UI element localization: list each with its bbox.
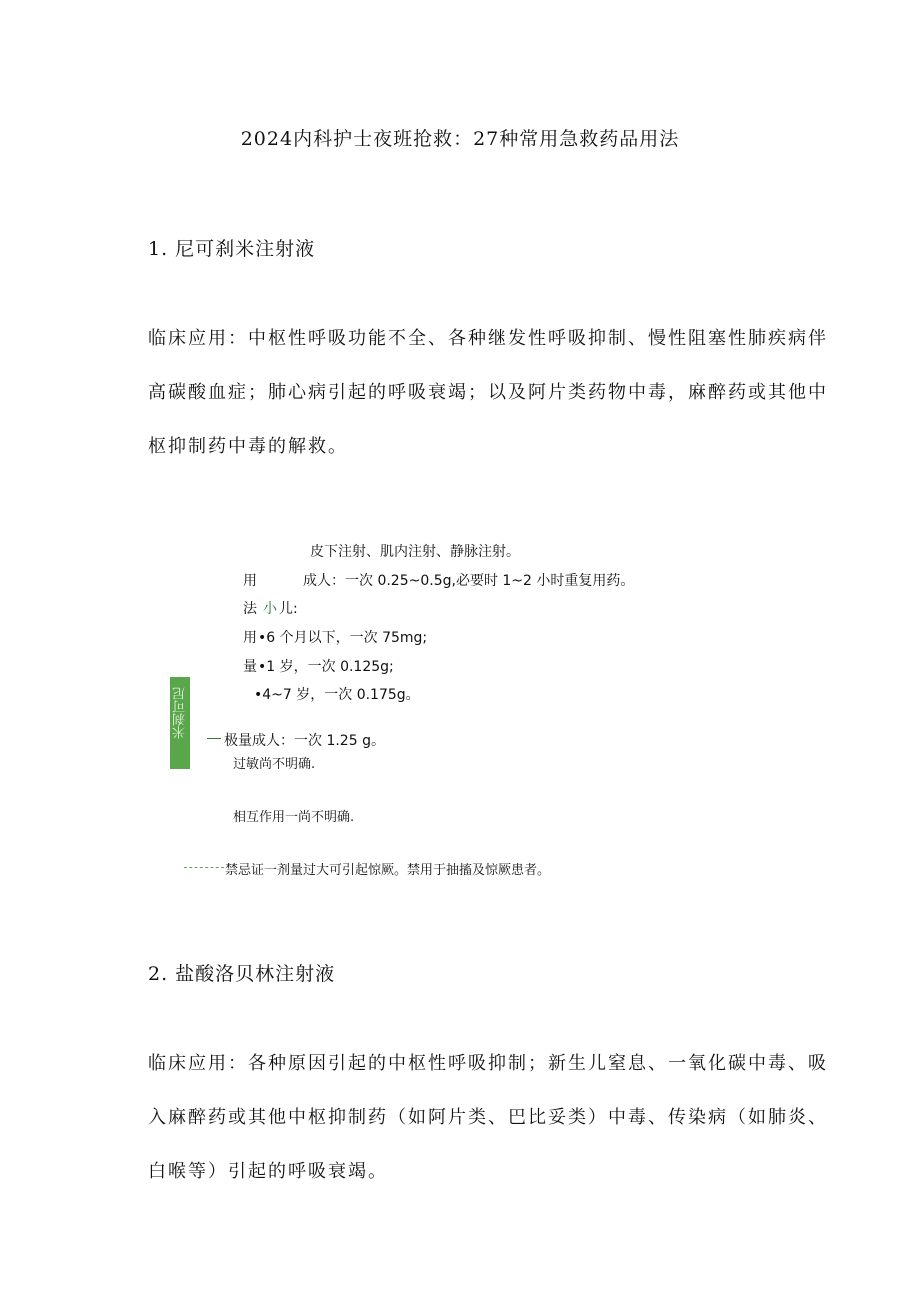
usage-label-char: 法	[243, 601, 257, 617]
contraindication-dash	[184, 867, 224, 868]
usage-label-char: 用	[243, 630, 257, 646]
clinical-line: 白喉等）引起的呼吸衰竭。	[148, 1161, 388, 1182]
usage-child-prefix: 小	[263, 601, 277, 617]
clinical-line: 临床应用：中枢性呼吸功能不全、各种继发性呼吸抑制、慢性阻塞性肺疾病伴	[148, 328, 828, 349]
usage-child-dose-1: •6 个月以下，一次 75mg;	[258, 630, 428, 646]
usage-child-dose-2: •1 岁，一次 0.125g;	[258, 659, 394, 675]
clinical-line: 高碳酸血症；肺心病引起的呼吸衰竭；以及阿片类药物中毒，麻醉药或其他中	[148, 382, 828, 403]
drug-1-heading: 1. 尼可刹米注射液	[148, 238, 316, 260]
usage-child-label: 儿:	[279, 601, 298, 617]
document-title: 2024内科护士夜班抢救：27种常用急救药品用法	[240, 128, 680, 150]
side-label-text: 米刹可尼	[173, 687, 188, 739]
usage-adult-dose: 成人：一次 0.25~0.5g,必要时 1~2 小时重复用药。	[303, 573, 635, 589]
max-dose-dash	[207, 738, 221, 739]
clinical-line: 临床应用：各种原因引起的中枢性呼吸抑制；新生儿窒息、一氧化碳中毒、吸	[148, 1053, 828, 1074]
usage-label-char: 量	[243, 659, 257, 675]
usage-child-dose-3: •4~7 岁，一次 0.175g。	[254, 687, 420, 703]
drug-2-clinical-use	[148, 1037, 828, 1199]
usage-interaction: 相互作用一尚不明确.	[233, 810, 355, 825]
usage-label-char: 用	[243, 573, 257, 589]
clinical-line: 枢抑制药中毒的解救。	[148, 436, 348, 457]
usage-contraindication: 禁忌证一剂量过大可引起惊厥。禁用于抽搐及惊厥患者。	[225, 863, 551, 878]
usage-max-dose: 极量成人：一次 1.25 g。	[224, 733, 385, 749]
drug-2-heading: 2. 盐酸洛贝林注射液	[148, 963, 336, 985]
usage-allergy: 过敏尚不明确.	[233, 757, 316, 772]
usage-route: 皮下注射、肌内注射、静脉注射。	[310, 544, 520, 560]
clinical-line: 入麻醉药或其他中枢抑制药（如阿片类、巴比妥类）中毒、传染病（如肺炎、	[148, 1107, 828, 1128]
drug-1-clinical-use	[148, 312, 828, 474]
